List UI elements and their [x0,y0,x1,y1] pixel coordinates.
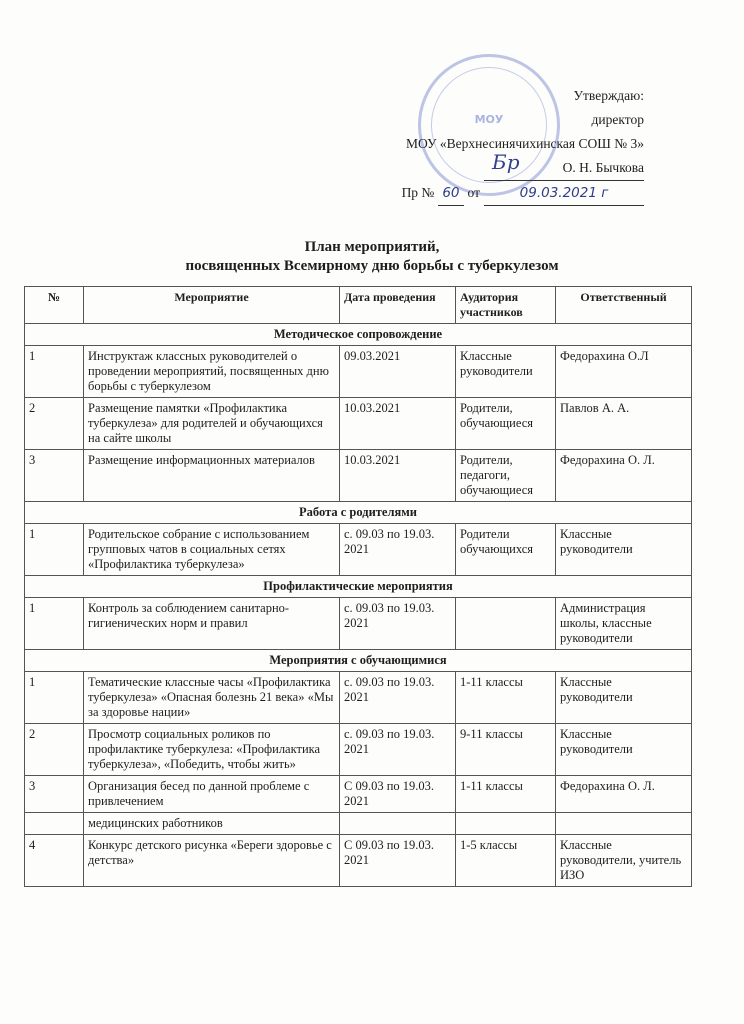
order-prefix: Пр № [401,185,435,200]
cell-audience: Родители, педагоги, обучающиеся [456,450,556,502]
cell-date: 10.03.2021 [340,398,456,450]
cell-number: 4 [25,835,84,887]
section-title: Профилактические мероприятия [25,576,692,598]
cell-event: Родительское собрание с использованием групповых чатов в социальных сетях «Профилактика туберкулеза» [84,524,340,576]
school-name: МОУ «Верхнесинячихинская СОШ № 3» [405,136,644,151]
header-event: Мероприятие [84,287,340,324]
title-line-1: План мероприятий, [304,239,440,255]
cell-responsible: Федорахина О. Л. [556,776,692,813]
header-responsible: Ответственный [556,287,692,324]
table-row [25,835,692,887]
cell-number: 3 [25,450,84,502]
cell-responsible: Федорахина О.Л [556,346,692,398]
cell-number: 1 [25,346,84,398]
cell-event: Тематические классные часы «Профилактика туберкулеза» «Опасная болезнь 21 века» «Мы за здоровье нации» [84,672,340,724]
cell-audience [456,813,556,835]
section-row [25,576,692,598]
cell-date: с. 09.03 по 19.03. 2021 [340,598,456,650]
section-row [25,650,692,672]
cell-date: 10.03.2021 [340,450,456,502]
cell-audience: 1-11 классы [456,776,556,813]
cell-event: медицинских работников [84,813,340,835]
table-row [25,724,692,776]
document-title [0,238,744,276]
table-row [25,346,692,398]
cell-number: 2 [25,724,84,776]
cell-event: Просмотр социальных роликов по профилактике туберкулеза: «Профилактика туберкулеза», «Победить, чтобы жить» [84,724,340,776]
cell-date: с. 09.03 по 19.03. 2021 [340,672,456,724]
cell-responsible: Павлов А. А. [556,398,692,450]
cell-number: 3 [25,776,84,813]
cell-responsible [556,813,692,835]
header-audience: Аудитория участников [456,287,556,324]
cell-audience: Классные руководители [456,346,556,398]
cell-audience: Родители, обучающиеся [456,398,556,450]
cell-audience: 9-11 классы [456,724,556,776]
cell-responsible: Администрация школы, классные руководители [556,598,692,650]
cell-event: Размещение памятки «Профилактика туберкулеза» для родителей и обучающихся на сайте школы [84,398,340,450]
director-signature: Бр [492,150,520,174]
cell-number [25,813,84,835]
cell-responsible: Федорахина О. Л. [556,450,692,502]
events-table [24,286,692,887]
cell-number: 1 [25,672,84,724]
table-header-row [25,287,692,324]
table-body [25,324,692,887]
cell-date: С 09.03 по 19.03. 2021 [340,776,456,813]
table-row [25,813,692,835]
cell-event: Организация бесед по данной проблеме с привлечением [84,776,340,813]
order-number: 60 [438,181,463,206]
cell-audience [456,598,556,650]
cell-audience: Родители обучающихся [456,524,556,576]
approve-label: Утверждаю: [573,88,644,103]
cell-audience: 1-5 классы [456,835,556,887]
order-date: 09.03.2021 г [484,181,644,206]
cell-date: С 09.03 по 19.03. 2021 [340,835,456,887]
table-row [25,398,692,450]
table-row [25,598,692,650]
cell-number: 1 [25,598,84,650]
section-title: Работа с родителями [25,502,692,524]
section-row [25,502,692,524]
director-name: О. Н. Бычкова [484,156,644,181]
table-row [25,524,692,576]
director-name-line [402,156,644,181]
table-row [25,672,692,724]
cell-date: с. 09.03 по 19.03. 2021 [340,524,456,576]
section-title: Мероприятия с обучающимися [25,650,692,672]
cell-date: с. 09.03 по 19.03. 2021 [340,724,456,776]
title-line-2: посвященных Всемирному дню борьбы с туберкулезом [185,258,559,274]
section-row [25,324,692,346]
cell-responsible: Классные руководители [556,672,692,724]
stamp-text: МОУ [474,113,504,126]
director-position: директор [591,112,644,127]
cell-responsible: Классные руководители, учитель ИЗО [556,835,692,887]
cell-responsible: Классные руководители [556,524,692,576]
cell-number: 2 [25,398,84,450]
table-row [25,776,692,813]
cell-responsible: Классные руководители [556,724,692,776]
cell-event: Инструктаж классных руководителей о проведении мероприятий, посвященных дню борьбы с туберкулезом [84,346,340,398]
section-title: Методическое сопровождение [25,324,692,346]
order-from: от [467,185,480,200]
cell-event: Контроль за соблюдением санитарно-гигиенических норм и правил [84,598,340,650]
cell-date: 09.03.2021 [340,346,456,398]
order-line [402,181,644,206]
header-number: № [25,287,84,324]
header-date: Дата проведения [340,287,456,324]
cell-audience: 1-11 классы [456,672,556,724]
cell-date [340,813,456,835]
approval-block [402,84,644,206]
cell-number: 1 [25,524,84,576]
cell-event: Размещение информационных материалов [84,450,340,502]
table-row [25,450,692,502]
cell-event: Конкурс детского рисунка «Береги здоровье с детства» [84,835,340,887]
